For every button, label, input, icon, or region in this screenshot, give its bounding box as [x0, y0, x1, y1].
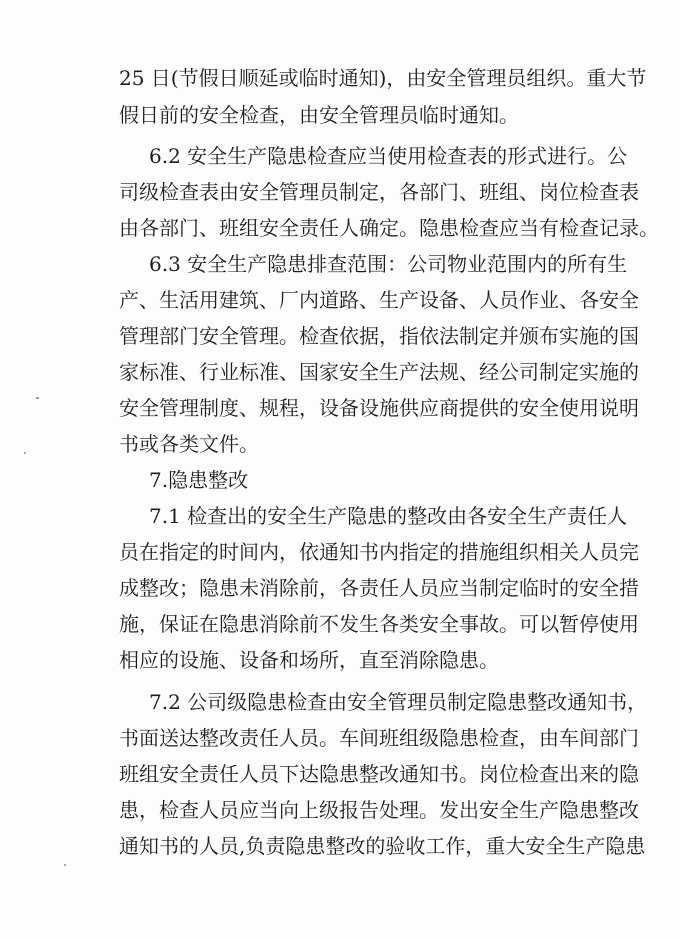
paragraph-7-1-start: 7.1 检查出的安全生产隐患的整改由各安全生产责任人	[149, 504, 628, 528]
text-line: 施，保证在隐患消除前不发生各类安全事故。可以暂停使用	[119, 612, 639, 636]
text-line: 由各部门、班组安全责任人确定。隐患检查应当有检查记录。	[119, 216, 659, 240]
text-line: 假日前的安全检查，由安全管理员临时通知。	[119, 103, 519, 127]
paragraph-7-2-start: 7.2 公司级隐患检查由安全管理员制定隐患整改通知书，	[149, 690, 648, 714]
scan-speck	[36, 397, 39, 399]
text-line: 患，检查人员应当向上级报告处理。发出安全生产隐患整改	[119, 798, 639, 822]
paragraph-6-2-start: 6.2 安全生产隐患检查应当使用检查表的形式进行。公	[149, 144, 628, 168]
paragraph-6-3-start: 6.3 安全生产隐患排查范围：公司物业范围内的所有生	[149, 252, 628, 276]
text-line: 通知书的人员,负责隐患整改的验收工作，重大安全生产隐患	[119, 834, 646, 858]
text-line: 班组安全责任人员下达隐患整改通知书。岗位检查出来的隐	[119, 762, 639, 786]
text-line: 相应的设施、设备和场所，直至消除隐患。	[119, 648, 499, 672]
section-heading-7: 7.隐患整改	[149, 468, 249, 492]
scan-speck	[24, 452, 26, 454]
text-line: 安全管理制度、规程，设备设施供应商提供的安全使用说明	[119, 396, 639, 420]
text-line: 书或各类文件。	[119, 432, 259, 456]
text-line: 员在指定的时间内，依通知书内指定的措施组织相关人员完	[119, 540, 639, 564]
text-line: 管理部门安全管理。检查依据，指依法制定并颁布实施的国	[119, 324, 639, 348]
text-line: 司级检查表由安全管理员制定，各部门、班组、岗位检查表	[119, 180, 639, 204]
text-line: 产、生活用建筑、厂内道路、生产设备、人员作业、各安全	[119, 288, 639, 312]
scan-speck	[64, 864, 66, 866]
text-line: 家标准、行业标准、国家安全生产法规、经公司制定实施的	[119, 360, 639, 384]
text-line: 25 日(节假日顺延或临时通知)，由安全管理员组织。重大节	[119, 66, 647, 90]
text-line: 书面送达整改责任人员。车间班组级隐患检查，由车间部门	[119, 726, 639, 750]
text-line: 成整改；隐患未消除前，各责任人员应当制定临时的安全措	[119, 576, 639, 600]
